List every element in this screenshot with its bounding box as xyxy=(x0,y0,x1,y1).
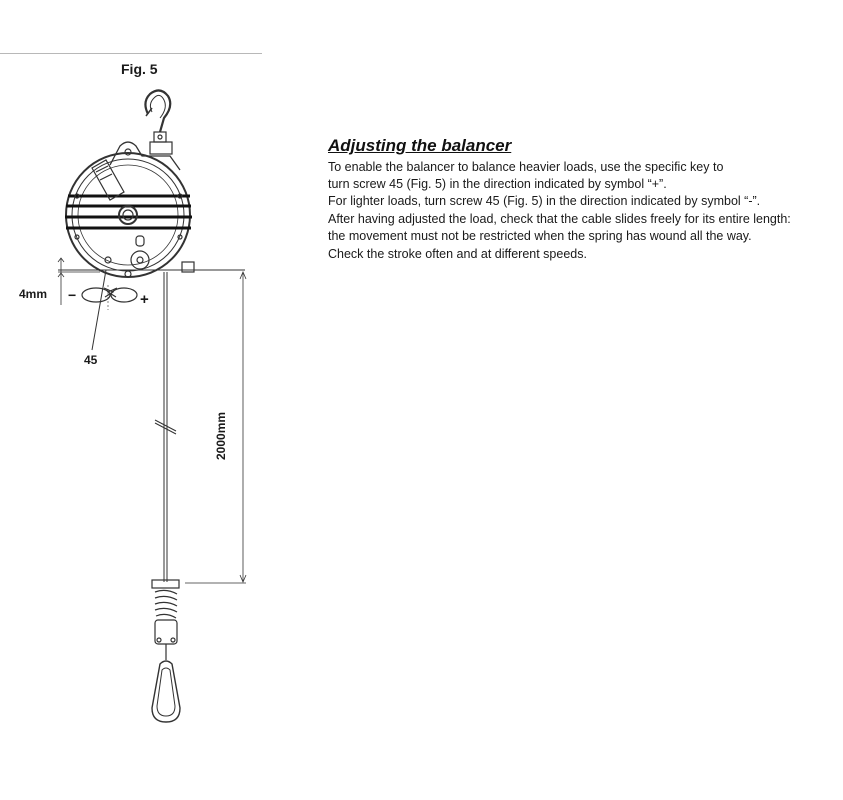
top-hook-icon xyxy=(145,90,172,154)
snap-hook-icon xyxy=(152,661,180,722)
instruction-line: To enable the balancer to balance heavier loads, use the specific key to xyxy=(328,160,724,174)
instruction-line: the movement must not be restricted when the spring has wound all the way. xyxy=(328,229,752,243)
instruction-line: turn screw 45 (Fig. 5) in the direction indicated by symbol “+”. xyxy=(328,176,667,191)
instruction-line: For lighter loads, turn screw 45 (Fig. 5) in the direction indicated by symbol “-”. xyxy=(328,194,761,208)
spring-stopper xyxy=(152,580,179,660)
balancer-drawing xyxy=(0,0,300,800)
rotation-arrows-icon xyxy=(82,288,137,302)
minus-symbol: − xyxy=(68,287,77,303)
drum-housing xyxy=(65,153,192,277)
figure-title: Fig. 5 xyxy=(121,61,158,77)
instruction-line: Check the stroke often and at different speeds. xyxy=(328,246,587,261)
stroke-length-label: 2000mm xyxy=(214,411,228,460)
plus-symbol: + xyxy=(140,291,149,308)
instruction-line: After having adjusted the load, check that the cable slides freely for its entire length: xyxy=(328,211,791,226)
section-heading: Adjusting the balancer xyxy=(328,136,512,155)
adjusting-section xyxy=(328,136,838,262)
offset-label: 4mm xyxy=(19,287,48,301)
screw-number-label: 45 xyxy=(84,353,98,367)
